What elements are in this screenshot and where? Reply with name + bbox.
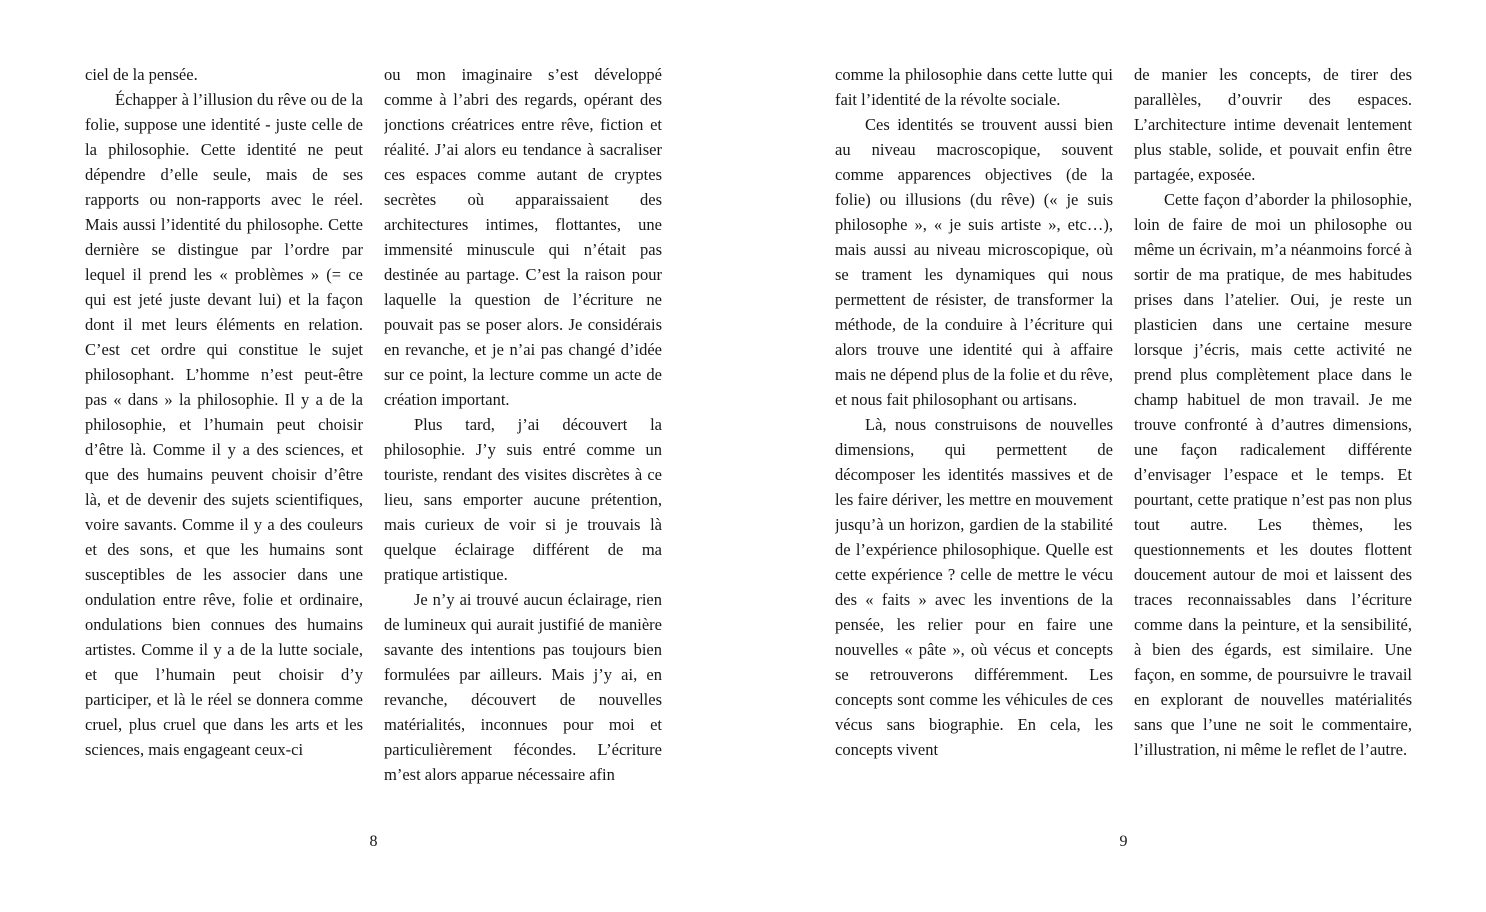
- text-column-1: [85, 62, 363, 804]
- paragraph: Échapper à l’illusion du rêve ou de la folie, suppose une identité - juste celle de la philosophie. Cette identité ne peut dépendre d’elle seule, mais de ses rapports ou non-rapports avec le réel. Mais aussi l’identité du philosophe. Cette dernière se distingue par l’ordre par lequel il prend les « problèmes » (= ce qui est jeté juste devant lui) et la façon dont il met leurs éléments en relation. C’est cet ordre qui constitue le sujet philosophant. L’homme n’est peut-être pas « dans » la philosophie. Il y a de la philosophie, et l’humain peut choisir d’être là. Comme il y a des sciences, et que des humains peuvent choisir d’être là, et de devenir des sujets scientifiques, voire savants. Comme il y a des couleurs et des sons, et que les humains sont susceptibles de les associer dans une ondulation entre rêve, folie et ordinaire, ondulations bien connues des humains artistes. Comme il y a de la lutte sociale, et que l’humain peut choisir d’y participer, et là le réel se donnera comme cruel, plus cruel que dans les arts et les sciences, mais engageant ceux-ci: [85, 90, 363, 759]
- paragraph: Plus tard, j’ai découvert la philosophie. J’y suis entré comme un touriste, rendant des visites discrètes à ce lieu, sans emporter aucune prétention, mais curieux de voir si je trouvais là quelque éclairage différent de ma pratique artistique.: [384, 415, 662, 584]
- text-column-3: [835, 62, 1113, 804]
- page-number-right: 9: [1119, 833, 1128, 850]
- paragraph: de manier les concepts, de tirer des parallèles, d’ouvrir des espaces. L’architecture intime devenait lentement plus stable, solide, et pouvait enfin être partagée, exposée.: [1134, 65, 1412, 184]
- page-right-columns: [835, 62, 1412, 804]
- paragraph: Cette façon d’aborder la philosophie, loin de faire de moi un philosophe ou même un écrivain, m’a néanmoins forcé à sortir de ma pratique, de mes habitudes prises dans l’atelier. Oui, je reste un plasticien dans une certaine mesure lorsque j’écris, mais cette activité ne prend plus complètement place dans le champ habituel de mon travail. Je me trouve confronté à d’autres dimensions, une façon radicalement différente d’envisager l’espace et le temps. Et pourtant, cette pratique n’est pas non plus tout autre. Les thèmes, les questionnements et les doutes flottent doucement autour de moi et laissent des traces reconnaissables dans l’écriture comme dans la peinture, et la sensibilité, à bien des égards, est similaire. Une façon, en somme, de poursuivre le travail en explorant de nouvelles matérialités sans que l’une ne soit le commentaire, l’illustration, ni même le reflet de l’autre.: [1134, 190, 1412, 759]
- paragraph: ou mon imaginaire s’est développé comme à l’abri des regards, opérant des jonctions créatrices entre rêve, fiction et réalité. J’ai alors eu tendance à sacraliser ces espaces comme autant de cryptes secrètes où apparaissaient des architectures intimes, flottantes, une immensité minuscule qui n’était pas destinée au partage. C’est la raison pour laquelle la question de l’écriture ne pouvait pas se poser alors. Je considérais en revanche, et je n’ai pas changé d’idée sur ce point, la lecture comme un acte de création important.: [384, 65, 662, 409]
- text-column-4: [1134, 62, 1412, 804]
- page-left-columns: [85, 62, 662, 804]
- paragraph: Là, nous construisons de nouvelles dimensions, qui permettent de décomposer les identités massives et de les faire dériver, les mettre en mouvement jusqu’à un horizon, gardien de la stabilité de l’expérience philosophique. Quelle est cette expérience ? celle de mettre le vécu des « faits » avec les inventions de la pensée, les relier pour en faire une nouvelles « pâte », où vécus et concepts se retrouverons différemment. Les concepts sont comme les véhicules de ces vécus sans biographie. En cela, les concepts vivent: [835, 415, 1113, 759]
- page-right: [835, 62, 1412, 852]
- page-left: [85, 62, 662, 852]
- paragraph: Je n’y ai trouvé aucun éclairage, rien de lumineux qui aurait justifié de manière savante des intentions pas toujours bien formulées par ailleurs. Mais j’y ai, en revanche, découvert de nouvelles matérialités, inconnues pour moi et particulièrement fécondes. L’écriture m’est alors apparue nécessaire afin: [384, 590, 662, 784]
- paragraph: comme la philosophie dans cette lutte qui fait l’identité de la révolte sociale.: [835, 65, 1113, 109]
- paragraph: ciel de la pensée.: [85, 65, 198, 84]
- text-column-2: [384, 62, 662, 804]
- paragraph: Ces identités se trouvent aussi bien au niveau macroscopique, souvent comme apparences objectives (de la folie) ou illusions (du rêve) (« je suis philosophe », « je suis artiste », etc…), mais aussi au niveau microscopique, où se trament les dynamiques qui nous permettent de résister, de transformer la méthode, de la conduire à l’écriture qui alors trouve une identité qui à affaire mais ne dépend plus de la folie et du rêve, et nous fait philosophant ou artisans.: [835, 115, 1113, 409]
- page-number-left: 8: [369, 833, 378, 850]
